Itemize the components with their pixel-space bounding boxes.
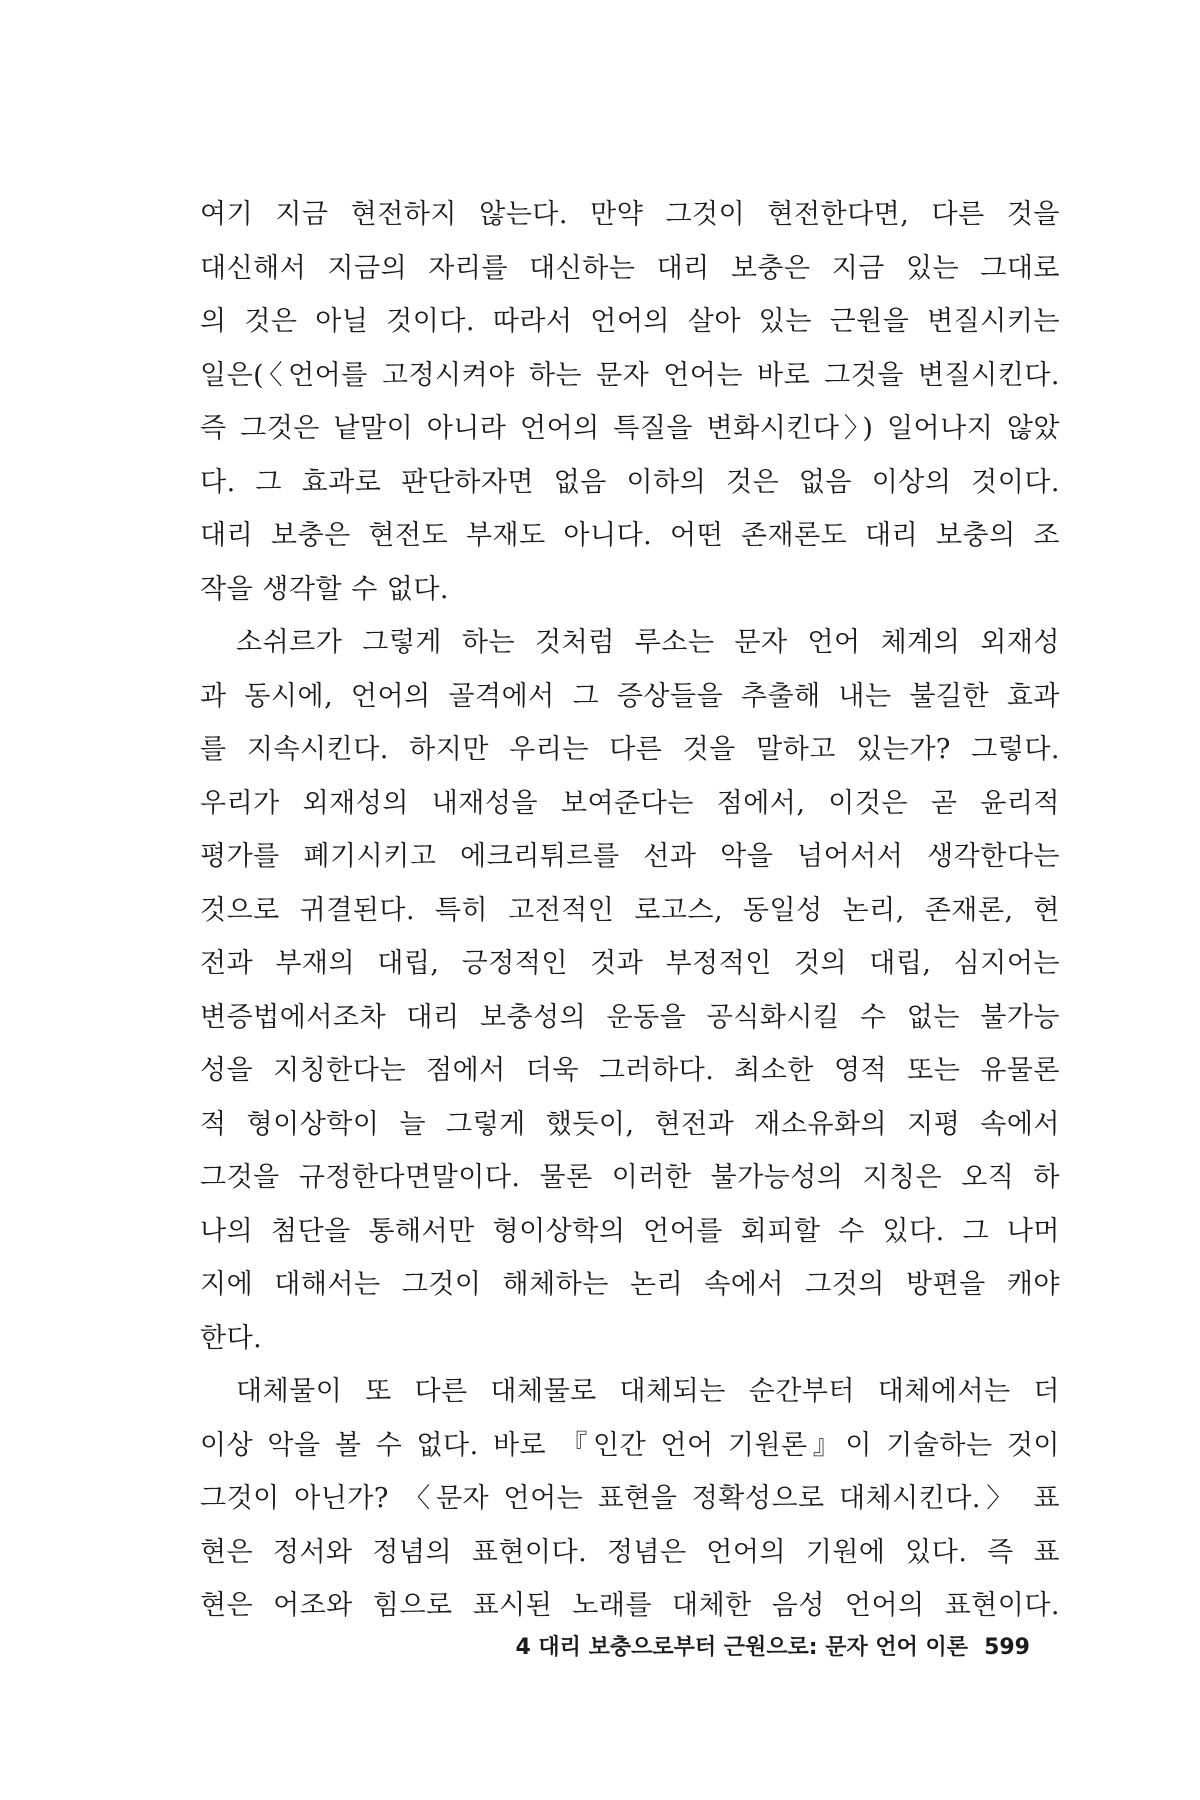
text-line: 지에 대해서는 그것이 해체하는 논리 속에서 그것의 방편을 캐야 xyxy=(200,1269,1060,1300)
running-footer xyxy=(200,1630,1030,1661)
text-line: 것으로 귀결된다. 특히 고전적인 로고스, 동일성 논리, 존재론, 현 xyxy=(200,894,1060,926)
text-line: 그것을 규정한다면말이다. 물론 이러한 불가능성의 지칭은 오직 하 xyxy=(200,1162,1060,1193)
text-line: 작을 생각할 수 없다. xyxy=(200,573,449,605)
text-line: 변증법에서조차 대리 보충성의 운동을 공식화시킬 수 없는 불가능 xyxy=(200,1001,1060,1033)
text-line: 여기 지금 현전하지 않는다. 만약 그것이 현전한다면, 다른 것을 xyxy=(200,199,1060,230)
text-line: 우리가 외재성의 내재성을 보여준다는 점에서, 이것은 곧 윤리적 xyxy=(200,787,1060,819)
text-line: 이상 악을 볼 수 없다. 바로 『인간 언어 기원론』이 기술하는 것이 xyxy=(200,1429,1060,1461)
text-line: 대체물이 또 다른 대체물로 대체되는 순간부터 대체에서는 더 xyxy=(236,1376,1060,1407)
text-line: 그것이 아닌가? 〈문자 언어는 표현을 정확성으로 대체시킨다.〉 표 xyxy=(200,1483,1060,1514)
text-line: 대신해서 지금의 자리를 대신하는 대리 보충은 지금 있는 그대로 xyxy=(200,252,1060,284)
text-line: 현은 어조와 힘으로 표시된 노래를 대체한 음성 언어의 표현이다. xyxy=(200,1590,1060,1621)
text-line: 대리 보충은 현전도 부재도 아니다. 어떤 존재론도 대리 보충의 조 xyxy=(200,520,1060,551)
text-line: 일은(〈언어를 고정시켜야 하는 문자 언어는 바로 그것을 변질시킨다. xyxy=(200,359,1060,391)
text-line: 현은 정서와 정념의 표현이다. 정념은 언어의 기원에 있다. 즉 표 xyxy=(200,1536,1060,1568)
text-line: 다. 그 효과로 판단하자면 없음 이하의 것은 없음 이상의 것이다. xyxy=(200,466,1060,498)
running-title: 4 대리 보충으로부터 근원으로: 문자 언어 이론 xyxy=(515,1635,969,1660)
text-line: 전과 부재의 대립, 긍정적인 것과 부정적인 것의 대립, 심지어는 xyxy=(200,948,1060,979)
text-line: 즉 그것은 낱말이 아니라 언어의 특질을 변화시킨다〉) 일어나지 않았 xyxy=(200,413,1060,444)
text-line: 한다. xyxy=(200,1322,263,1354)
text-line: 과 동시에, 언어의 골격에서 그 증상들을 추출해 내는 불길한 효과 xyxy=(200,680,1060,712)
text-line: 적 형이상학이 늘 그렇게 했듯이, 현전과 재소유화의 지평 속에서 xyxy=(200,1108,1060,1140)
page-number: 599 xyxy=(984,1635,1030,1660)
text-line: 평가를 폐기시키고 에크리튀르를 선과 악을 넘어서서 생각한다는 xyxy=(200,841,1060,872)
text-line: 를 지속시킨다. 하지만 우리는 다른 것을 말하고 있는가? 그렇다. xyxy=(200,734,1060,765)
text-line: 소쉬르가 그렇게 하는 것처럼 루소는 문자 언어 체계의 외재성 xyxy=(236,627,1060,658)
text-line: 의 것은 아닐 것이다. 따라서 언어의 살아 있는 근원을 변질시키는 xyxy=(200,306,1060,337)
text-line: 성을 지칭한다는 점에서 더욱 그러하다. 최소한 영적 또는 유물론 xyxy=(200,1055,1060,1086)
body-text xyxy=(200,188,1060,1633)
text-line: 나의 첨단을 통해서만 형이상학의 언어를 회피할 수 있다. 그 나머 xyxy=(200,1215,1060,1247)
